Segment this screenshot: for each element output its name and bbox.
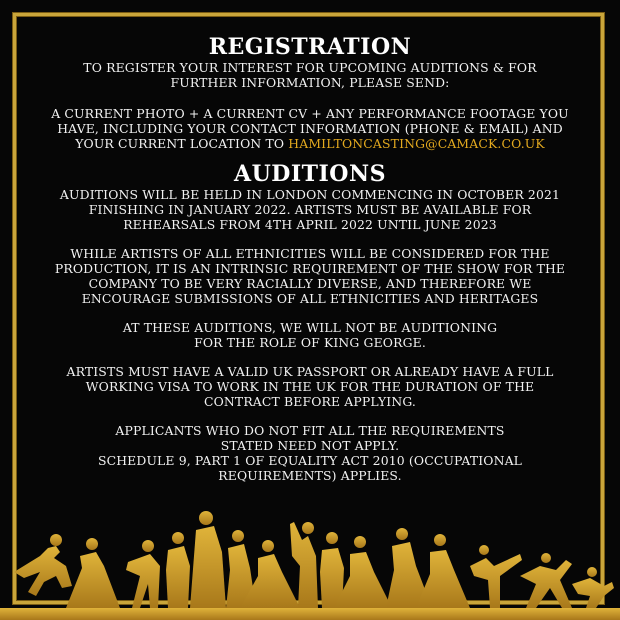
diversity-line: COMPANY TO BE VERY RACIALLY DIVERSE, AND THEREFORE WE: [88, 276, 532, 291]
diversity-line: WHILE ARTISTS OF ALL ETHNICITIES WILL BE CONSIDERED FOR THE: [70, 246, 550, 261]
send-line-3: [18, 136, 602, 151]
send-line-2: HAVE, INCLUDING YOUR CONTACT INFORMATION (PHONE & EMAIL) AND: [57, 121, 563, 136]
send-line-3-prefix: YOUR CURRENT LOCATION TO: [75, 136, 289, 151]
king-george-line: AT THESE AUDITIONS, WE WILL NOT BE AUDITIONING: [122, 320, 498, 335]
poster-content: [18, 34, 602, 483]
visa-line: WORKING VISA TO WORK IN THE UK FOR THE DURATION OF THE: [85, 379, 535, 394]
auditions-heading: AUDITIONS: [234, 161, 386, 187]
visa-line: CONTRACT BEFORE APPLYING.: [203, 394, 417, 409]
auditions-dates-line: REHEARSALS FROM 4TH APRIL 2022 UNTIL JUNE 2023: [123, 217, 497, 232]
registration-heading: REGISTRATION: [208, 34, 412, 60]
requirements-line: SCHEDULE 9, PART 1 OF EQUALITY ACT 2010 (OCCUPATIONAL: [97, 453, 523, 468]
auditions-dates-line: AUDITIONS WILL BE HELD IN LONDON COMMENCING IN OCTOBER 2021: [59, 187, 561, 202]
king-george-line: FOR THE ROLE OF KING GEORGE.: [194, 335, 426, 350]
auditions-dates-line: FINISHING IN JANUARY 2022. ARTISTS MUST BE AVAILABLE FOR: [88, 202, 532, 217]
casting-email-link[interactable]: HAMILTONCASTING@CAMACK.CO.UK: [288, 136, 545, 151]
diversity-line: PRODUCTION, IT IS AN INTRINSIC REQUIREMENT OF THE SHOW FOR THE: [54, 261, 566, 276]
requirements-line: APPLICANTS WHO DO NOT FIT ALL THE REQUIREMENTS: [115, 423, 505, 438]
cast-silhouettes-icon: [0, 496, 620, 620]
send-line-1: A CURRENT PHOTO + A CURRENT CV + ANY PERFORMANCE FOOTAGE YOU: [51, 106, 569, 121]
registration-intro-line-1: TO REGISTER YOUR INTEREST FOR UPCOMING AUDITIONS & FOR: [83, 60, 537, 75]
requirements-line: STATED NEED NOT APPLY.: [220, 438, 400, 453]
requirements-line: REQUIREMENTS) APPLIES.: [218, 468, 402, 483]
visa-line: ARTISTS MUST HAVE A VALID UK PASSPORT OR ALREADY HAVE A FULL: [66, 364, 554, 379]
registration-intro-line-2: FURTHER INFORMATION, PLEASE SEND:: [170, 75, 450, 90]
diversity-line: ENCOURAGE SUBMISSIONS OF ALL ETHNICITIES AND HERITAGES: [81, 291, 539, 306]
